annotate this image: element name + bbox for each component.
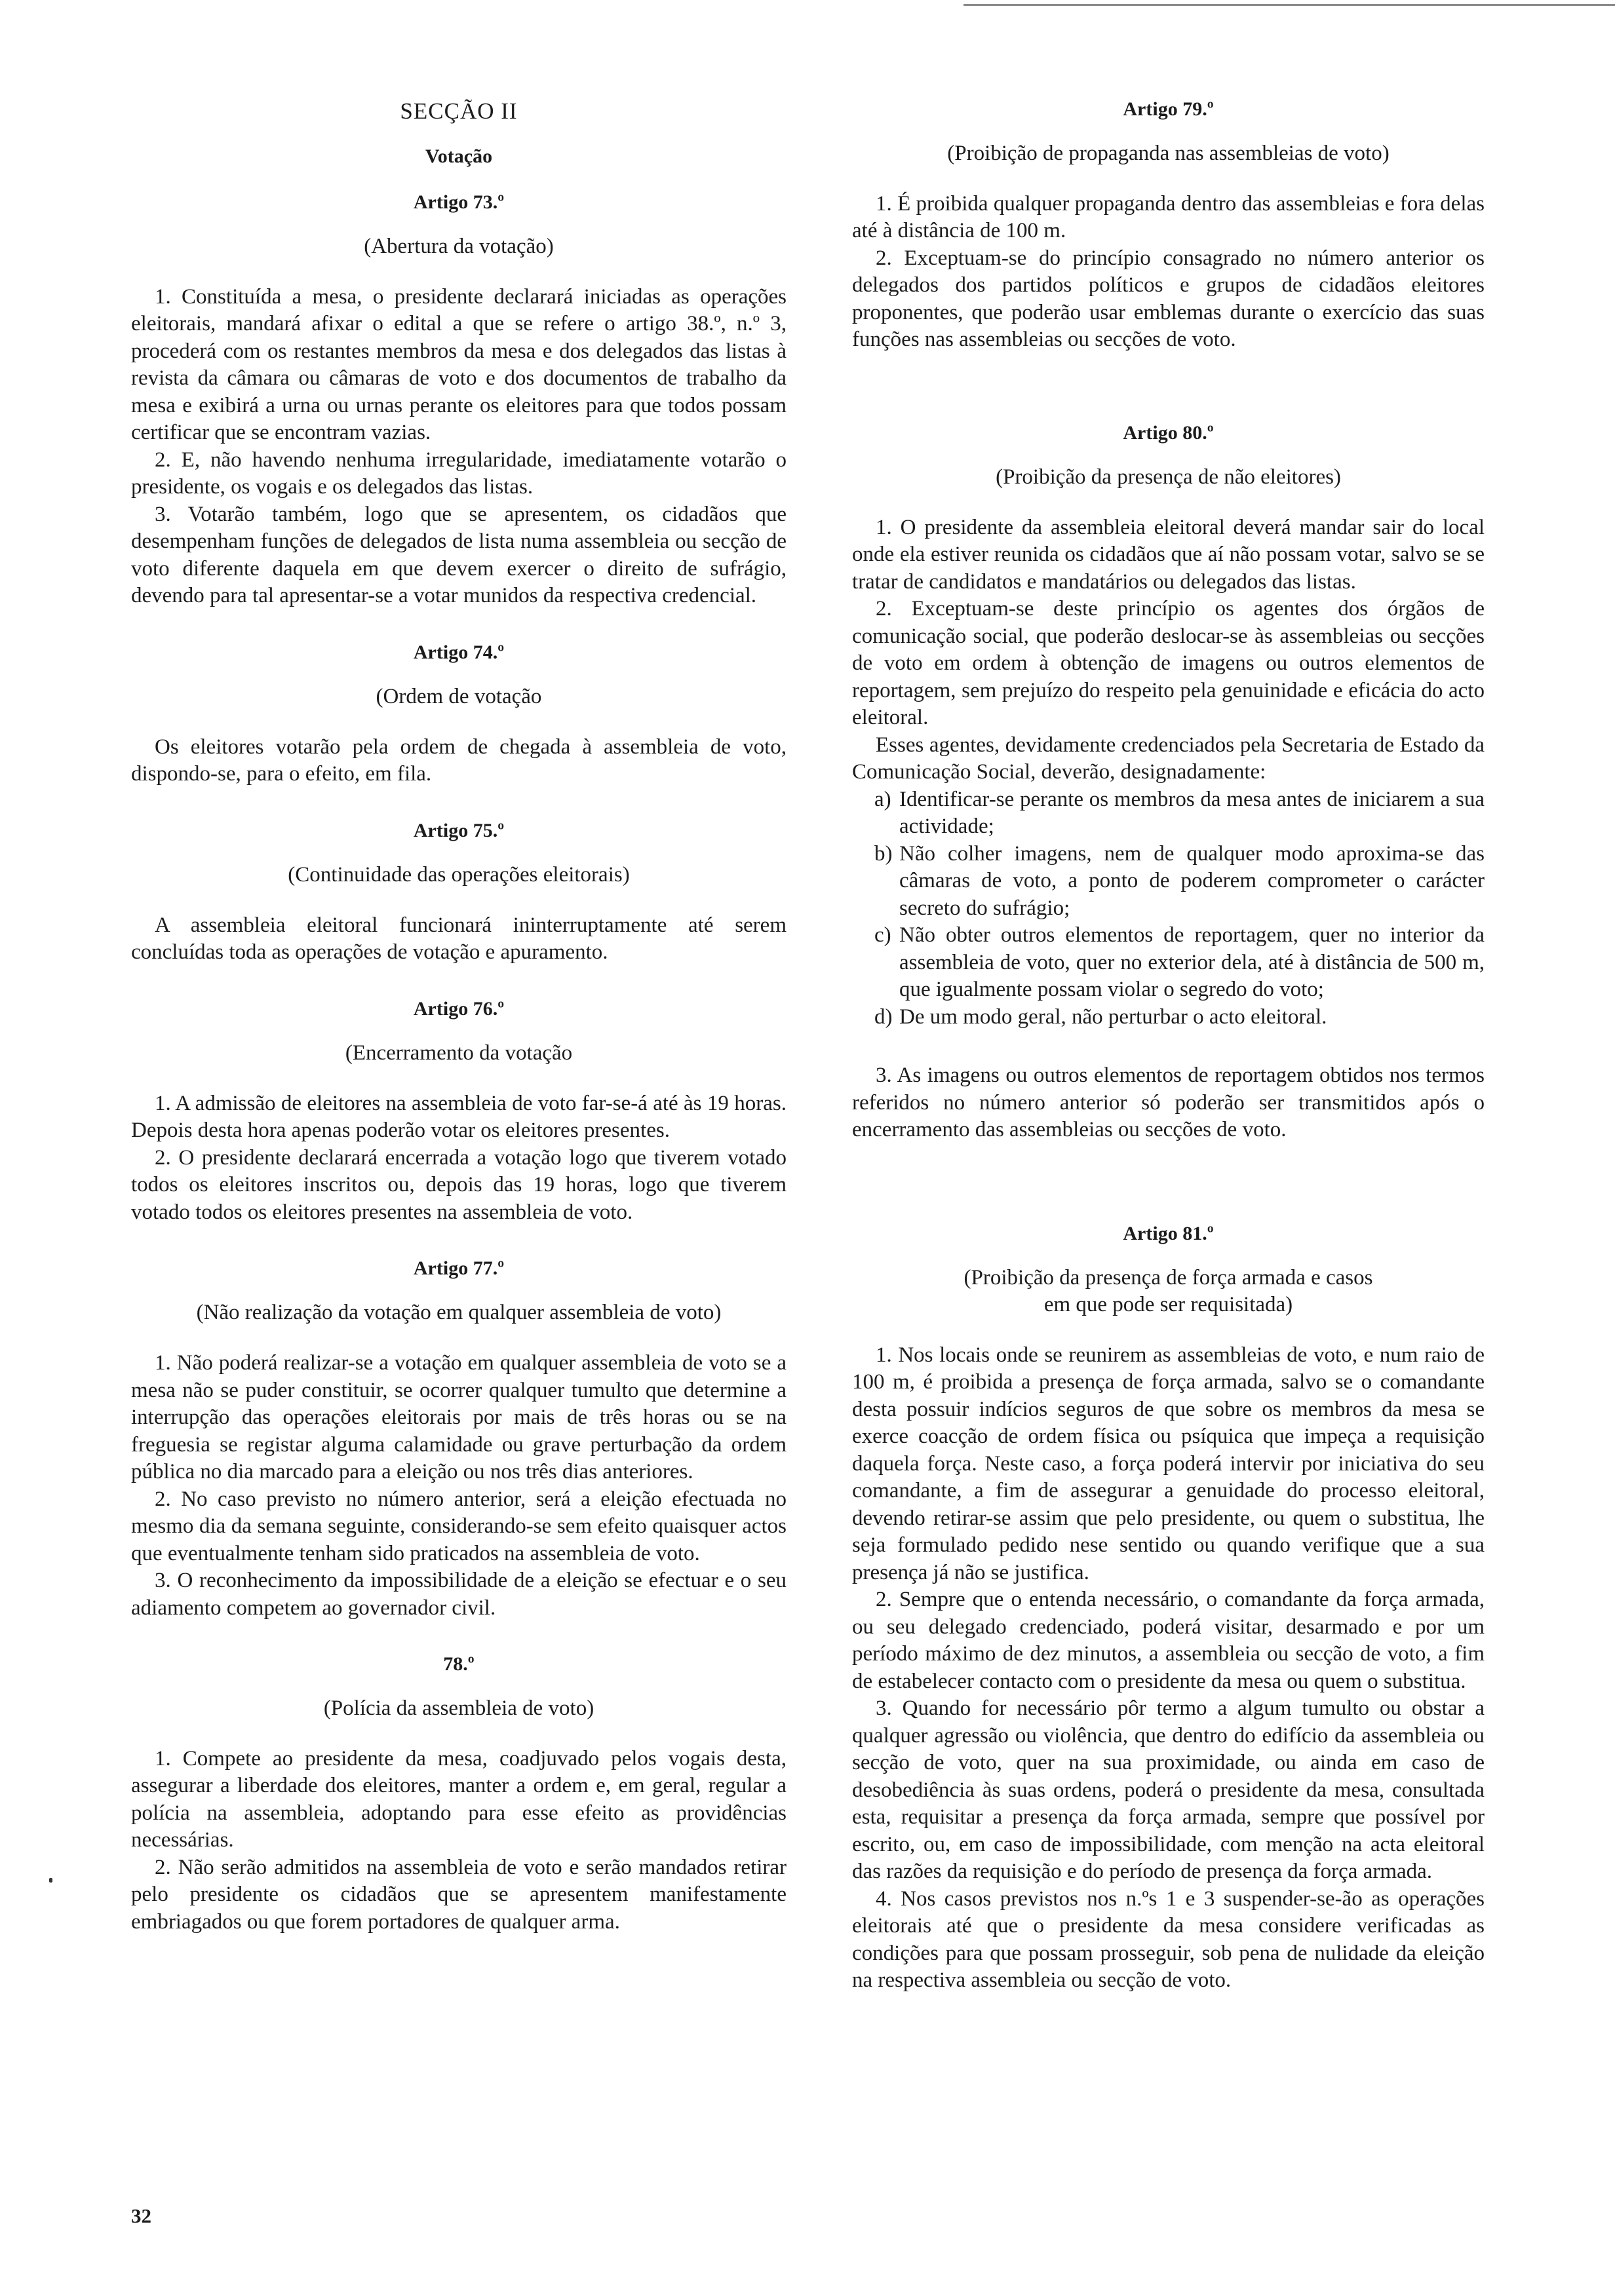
list-label: c) — [874, 923, 891, 947]
article-title: Artigo 79.º — [1123, 98, 1214, 120]
article-79 — [852, 98, 1485, 354]
article-heading: (Proibição da presença de não eleitores) — [996, 465, 1341, 489]
article-76 — [131, 998, 787, 1226]
paragraph: 1. Constituída a mesa, o presidente declarará iniciadas as operações eleitorais, mandará afixar o edital a que se refere o artigo 38.º, n.º 3, procederá com os restantes membros da mesa e dos delegados das listas à revista da câmara ou câmaras de voto e dos documentos de trabalho da mesa e exibirá a urna ou urnas perante os eleitores para que todos possam certificar que se encontram vazias. — [131, 284, 787, 445]
list-text: Identificar-se perante os membros da mesa antes de iniciarem a sua actividade; — [899, 787, 1485, 839]
article-title: Artigo 77.º — [413, 1257, 505, 1280]
article-heading: (Ordem de votação — [376, 684, 542, 708]
article-heading: (Proibição de propaganda nas assembleias de voto) — [947, 142, 1390, 165]
paragraph: Os eleitores votarão pela ordem de chegada à assembleia de voto, dispondo-se, para o efeito, em fila. — [131, 735, 787, 786]
paragraph: 3. O reconhecimento da impossibilidade de a eleição se efectuar e o seu adiamento competem ao governador civil. — [131, 1569, 787, 1620]
paragraph: 1. É proibida qualquer propaganda dentro das assembleias e fora delas até à distância de 100 m. — [852, 191, 1485, 243]
article-title: Artigo 80.º — [1123, 421, 1214, 444]
paragraph: A assembleia eleitoral funcionará ininterruptamente até serem concluídas toda as operações de votação e apuramento. — [131, 913, 787, 965]
article-heading: (Polícia da assembleia de voto) — [323, 1696, 594, 1721]
paragraph: 4. Nos casos previstos nos n.ºs 1 e 3 suspender-se-ão as operações eleitorais até que o presidente da mesa considere verificadas as condições para que possam prosseguir, sob pena de nulidade da eleição na respectiva assembleia ou secção de voto. — [852, 1886, 1485, 1993]
article-heading-line: em que pode ser requisitada) — [1043, 1292, 1293, 1316]
list-item — [852, 1004, 1485, 1031]
paragraph: 2. Sempre que o entenda necessário, o comandante da força armada, ou seu delegado credenciado, poderá visitar, desarmado e por um período máximo de dez minutos, a assembleia ou secção de voto, a fim de estabelecer contacto com o presidente da mesa ou quem o substitua. — [852, 1588, 1485, 1693]
paragraph: 2. O presidente declarará encerrada a votação logo que tiverem votado todos os eleitores inscritos ou, depois das 19 horas, logo que tiverem votado todos os eleitores presentes na assembleia de voto. — [131, 1145, 787, 1224]
paragraph: Esses agentes, devidamente credenciados pela Secretaria de Estado da Comunicação Social, deverão, designadamente: — [852, 733, 1485, 784]
section-heading: SECÇÃO II — [400, 98, 518, 124]
article-77 — [131, 1257, 787, 1622]
paragraph: 2. No caso previsto no número anterior, será a eleição efectuada no mesmo dia da semana seguinte, considerando-se sem efeito quaisquer actos que eventualmente tenham sido praticados na assembleia de voto. — [131, 1487, 787, 1565]
article-title: Artigo 74.º — [413, 641, 505, 663]
paragraph: 1. Não poderá realizar-se a votação em qualquer assembleia de voto se a mesa não se puder constituir, se ocorrer qualquer tumulto que determine a interrupção das operações eleitorais por mais de três horas ou se na freguesia se registar alguma calamidade ou grave perturbação da ordem pública no dia marcado para a eleição ou nos três dias anteriores. — [131, 1351, 787, 1484]
article-title: Artigo 76.º — [413, 997, 505, 1020]
scan-top-rule — [963, 4, 1615, 6]
paragraph: 1. Compete ao presidente da mesa, coadjuvado pelos vogais desta, assegurar a liberdade dos eleitores, manter a ordem e, em geral, regular a polícia na assembleia, adoptando para esse efeito as providências necessárias. — [131, 1746, 787, 1852]
article-heading: (Encerramento da votação — [345, 1041, 573, 1065]
paragraph: 2. Exceptuam-se deste princípio os agentes dos órgãos de comunicação social, que poderão deslocar-se às assembleias ou secções de voto em ordem à obtenção de imagens ou outros elementos de reportagem, sem prejuízo do respeito pela genuinidade e eficácia do acto eleitoral. — [852, 597, 1485, 730]
scan-speck — [49, 1878, 52, 1883]
lettered-list — [852, 786, 1485, 1031]
list-text: De um modo geral, não perturbar o acto eleitoral. — [899, 1004, 1327, 1029]
paragraph: 1. O presidente da assembleia eleitoral deverá mandar sair do local onde ela estiver reunida os cidadãos que aí não possam votar, salvo se se tratar de candidatos e mandatários ou delegados das listas. — [852, 515, 1485, 594]
article-heading: (Não realização da votação em qualquer assembleia de voto) — [196, 1301, 722, 1325]
article-heading: (Abertura da votação) — [364, 235, 554, 258]
left-column — [131, 98, 787, 1967]
article-80 — [852, 422, 1485, 1144]
right-column — [852, 98, 1485, 2026]
list-label: a) — [874, 787, 891, 811]
list-label: b) — [874, 841, 893, 866]
page-number: 32 — [131, 2204, 151, 2227]
article-title: Artigo 73.º — [413, 191, 505, 213]
paragraph: 2. Exceptuam-se do princípio consagrado no número anterior os delegados dos partidos políticos e grupos de cidadãos eleitores proponentes, que poderão usar emblemas durante o exercício das suas funções nas assembleias ou secções de voto. — [852, 246, 1485, 352]
paragraph: 1. A admissão de eleitores na assembleia de voto far-se-á até às 19 horas. Depois desta hora apenas poderão votar os eleitores presentes. — [131, 1091, 787, 1143]
list-text: Não colher imagens, nem de qualquer modo aproxima-se das câmaras de voto, a ponto de poderem comprometer o carácter secreto do sufrágio; — [899, 841, 1485, 920]
article-title: 78.º — [443, 1653, 475, 1675]
article-81 — [852, 1223, 1485, 1995]
paragraph: 3. Votarão também, logo que se apresentem, os cidadãos que desempenham funções de delegados de lista numa assembleia ou secção de voto diferente daquela em que devem exercer o direito de sufrágio, devendo para tal apresentar-se a votar munidos da respectiva credencial. — [131, 502, 787, 608]
paragraph: 1. Nos locais onde se reunirem as assembleias de voto, e num raio de 100 m, é proibida a presença de força armada, salvo se o comandante desta possuir indícios seguros de que sobre os membros da mesa se exerce coacção de ordem física ou psíquica que impeça a requisição daquela força. Neste caso, a força poderá intervir por iniciativa do seu comandante, a fim de assegurar a genuidade do processo eleitoral, devendo retirar-se assim que pelo presidente, ou quem o substitua, lhe seja formulado pedido nese sentido ou quando verifique que a sua presença já não se justifica. — [852, 1343, 1485, 1584]
article-heading: (Continuidade das operações eleitorais) — [288, 862, 630, 887]
article-title: Artigo 75.º — [413, 819, 505, 841]
list-item — [852, 786, 1485, 841]
list-item — [852, 922, 1485, 1004]
list-item — [852, 841, 1485, 923]
article-78 — [131, 1653, 787, 1936]
article-74 — [131, 641, 787, 788]
paragraph: 2. E, não havendo nenhuma irregularidade, imediatamente votarão o presidente, os vogais e os delegados das listas. — [131, 448, 787, 499]
section-subheading: Votação — [425, 145, 493, 167]
paragraph: 2. Não serão admitidos na assembleia de voto e serão mandados retirar pelo presidente os cidadãos que se apresentem manifestamente embriagados ou que forem portadores de qualquer arma. — [131, 1855, 787, 1934]
article-heading-line: (Proibição da presença de força armada e casos — [963, 1265, 1373, 1290]
paragraph: 3. As imagens ou outros elementos de reportagem obtidos nos termos referidos no número anterior só poderão ser transmitidos após o encerramento das assembleias ou secções de voto. — [852, 1063, 1485, 1142]
article-heading — [852, 1265, 1485, 1318]
article-title: Artigo 81.º — [1123, 1222, 1214, 1244]
article-75 — [131, 820, 787, 966]
paragraph: 3. Quando for necessário pôr termo a algum tumulto ou obstar a qualquer agressão ou violência, que dentro do edifício da assembleia ou secção de voto, quer na sua proximidade, ou ainda em caso de desobediência às suas ordens, poderá o presidente da mesa, consultada esta, requisitar a presença da força armada, sempre que possível por escrito, ou, em caso de impossibilidade, com menção na acta eleitoral das razões da requisição e do período de presença da força armada. — [852, 1696, 1485, 1884]
list-text: Não obter outros elementos de reportagem, quer no interior da assembleia de voto, quer no exterior dela, até à distância de 500 m, que igualmente possam violar o segredo do voto; — [899, 923, 1485, 1002]
article-73 — [131, 191, 787, 610]
list-label: d) — [874, 1004, 893, 1029]
